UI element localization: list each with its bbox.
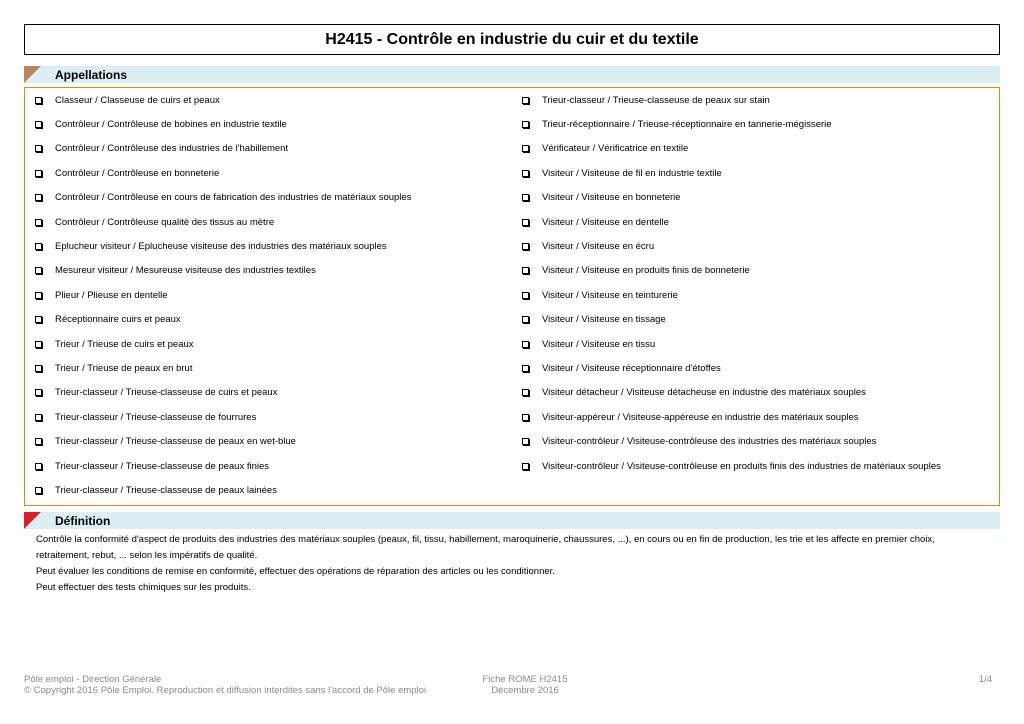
- checkbox-icon: [35, 145, 42, 152]
- appellation-item: [522, 190, 681, 206]
- checkbox-icon: [35, 438, 42, 445]
- appellation-item: [522, 434, 876, 450]
- checkbox-icon: [522, 121, 529, 128]
- appellation-item: [522, 116, 832, 132]
- appellation-label: Visiteur détacheur / Visiteuse détacheuse en industrie des matériaux souples: [542, 387, 866, 399]
- appellation-item: [522, 312, 666, 328]
- appellation-label: Classeur / Classeuse de cuirs et peaux: [55, 94, 220, 106]
- checkbox-icon: [522, 316, 529, 323]
- checkbox-icon: [522, 341, 529, 348]
- checkbox-icon: [522, 463, 529, 470]
- appellation-item: [35, 385, 277, 401]
- appellation-item: [35, 360, 192, 376]
- checkbox-icon: [35, 121, 42, 128]
- checkbox-icon: [522, 219, 529, 226]
- appellation-label: Eplucheur visiteur / Eplucheuse visiteuse des industries des matériaux souples: [55, 240, 387, 252]
- appellation-label: Trieur-classeur / Trieuse-classeuse de cuirs et peaux: [55, 387, 278, 399]
- definition-line: Contrôle la conformité d'aspect de produits des industries des matériaux souples (peaux, fil, tissu, habillement, maroquinerie, chaussures, ...), en cours ou en fin de production, les trie et les affecte en premier choix,: [36, 534, 935, 545]
- footer-date: Décembre 2016: [491, 685, 559, 696]
- checkbox-icon: [522, 243, 529, 250]
- appellation-item: [35, 336, 194, 352]
- appellation-label: Visiteur / Visiteuse en tissu: [542, 338, 656, 350]
- appellation-label: Contrôleur / Contrôleuse des industries de l'habillement: [55, 143, 289, 155]
- appellation-label: Trieur-classeur / Trieuse-classeuse de peaux lainées: [55, 484, 277, 496]
- appellation-label: Trieur / Trieuse de peaux en brut: [55, 362, 193, 374]
- footer-left: [24, 674, 426, 696]
- definition-text: [36, 532, 986, 596]
- appellation-label: Contrôleur / Contrôleuse qualité des tissus au mètre: [55, 216, 275, 228]
- appellation-label: Mesureur visiteur / Mesureuse visiteuse des industries textiles: [55, 265, 316, 277]
- checkbox-icon: [522, 145, 529, 152]
- definition-line: retraitement, rebut, ... selon les impératifs de qualité.: [36, 550, 258, 561]
- appellation-label: Contrôleur / Contrôleuse en cours de fabrication des industries de matériaux souples: [55, 192, 412, 204]
- footer-copyright: © Copyright 2016 Pôle Emploi. Reproduction et diffusion interdites sans l'accord de Pôle emploi: [24, 685, 427, 696]
- definition-line: Peut évaluer les conditions de remise en conformité, effectuer des opérations de réparation des articles ou les conditionner.: [36, 566, 555, 577]
- appellation-label: Vérificateur / Vérificatrice en textile: [542, 143, 689, 155]
- checkbox-icon: [522, 97, 529, 104]
- appellation-item: [35, 409, 256, 425]
- checkbox-icon: [35, 170, 42, 177]
- checkbox-icon: [522, 170, 529, 177]
- checkbox-icon: [522, 438, 529, 445]
- page-title-text: H2415 - Contrôle en industrie du cuir et du textile: [325, 30, 699, 48]
- appellation-item: [522, 385, 866, 401]
- checkbox-icon: [35, 316, 42, 323]
- appellation-item: [522, 336, 655, 352]
- appellation-label: Visiteur / Visiteuse en écru: [542, 240, 655, 252]
- appellation-item: [522, 238, 654, 254]
- appellation-item: [35, 482, 277, 498]
- appellations-list: [24, 87, 1000, 506]
- footer-center: [470, 674, 580, 696]
- appellation-label: Réceptionnaire cuirs et peaux: [55, 314, 181, 326]
- appellation-label: Visiteur-contrôleur / Visiteuse-contrôleuse des industries des matériaux souples: [542, 436, 877, 448]
- checkbox-icon: [522, 414, 529, 421]
- appellation-item: [522, 263, 750, 279]
- appellation-label: Visiteur / Visiteuse en produits finis de bonneterie: [542, 265, 750, 277]
- checkbox-icon: [35, 292, 42, 299]
- checkbox-icon: [522, 267, 529, 274]
- appellation-item: [35, 141, 288, 157]
- checkbox-icon: [35, 463, 42, 470]
- appellation-label: Visiteur-appéreur / Visiteuse-appéreuse en industrie des matériaux souples: [542, 411, 859, 423]
- checkbox-icon: [35, 341, 42, 348]
- checkbox-icon: [35, 194, 42, 201]
- appellation-label: Visiteur / Visiteuse de fil en industrie textile: [542, 167, 722, 179]
- appellation-item: [522, 92, 770, 108]
- appellation-label: Visiteur-contrôleur / Visiteuse-contrôleuse en produits finis des industries de matériaux souples: [542, 460, 941, 472]
- appellation-item: [35, 263, 316, 279]
- definition-title: Définition: [55, 513, 111, 528]
- page-title: [24, 24, 1000, 55]
- checkbox-icon: [522, 389, 529, 396]
- appellation-item: [35, 434, 296, 450]
- appellation-label: Visiteur / Visiteuse en dentelle: [542, 216, 669, 228]
- appellation-item: [35, 287, 168, 303]
- section-triangle-icon: [24, 66, 41, 83]
- appellation-item: [522, 458, 941, 474]
- appellation-label: Trieur-classeur / Trieuse-classeuse de peaux sur stain: [542, 94, 770, 106]
- definition-header: [24, 512, 1000, 529]
- definition-line: Peut effectuer des tests chimiques sur les produits.: [36, 582, 251, 593]
- checkbox-icon: [522, 292, 529, 299]
- appellation-item: [522, 141, 688, 157]
- appellation-item: [522, 165, 722, 181]
- footer-fiche: Fiche ROME H2415: [482, 674, 568, 685]
- appellation-item: [35, 238, 387, 254]
- appellation-item: [35, 190, 411, 206]
- appellation-label: Visiteur / Visiteuse en bonneterie: [542, 192, 681, 204]
- appellation-label: Visiteur / Visiteuse en teinturerie: [542, 289, 678, 301]
- footer-org: Pôle emploi - Direction Générale: [24, 674, 162, 685]
- appellation-label: Visiteur / Visiteuse en tissage: [542, 314, 666, 326]
- appellation-label: Contrôleur / Contrôleuse de bobines en industrie textile: [55, 118, 287, 130]
- appellations-title: Appellations: [55, 67, 128, 82]
- appellation-label: Trieur-classeur / Trieuse-classeuse de peaux en wet-blue: [55, 436, 296, 448]
- appellation-item: [35, 458, 269, 474]
- appellation-label: Contrôleur / Contrôleuse en bonneterie: [55, 167, 220, 179]
- section-triangle-icon: [24, 512, 41, 529]
- appellation-item: [522, 409, 859, 425]
- appellation-item: [35, 312, 181, 328]
- appellation-item: [35, 92, 220, 108]
- appellation-label: Plieur / Plieuse en dentelle: [55, 289, 168, 301]
- appellation-item: [35, 165, 219, 181]
- appellation-item: [35, 116, 287, 132]
- appellations-header: [24, 66, 1000, 83]
- checkbox-icon: [35, 487, 42, 494]
- appellation-label: Trieur-classeur / Trieuse-classeuse de fourrures: [55, 411, 257, 423]
- appellation-item: [522, 360, 721, 376]
- appellation-label: Trieur-classeur / Trieuse-classeuse de peaux finies: [55, 460, 270, 472]
- checkbox-icon: [35, 414, 42, 421]
- appellation-label: Visiteur / Visiteuse réceptionnaire d'étoffes: [542, 362, 721, 374]
- checkbox-icon: [35, 243, 42, 250]
- checkbox-icon: [35, 267, 42, 274]
- appellation-item: [522, 214, 669, 230]
- checkbox-icon: [35, 365, 42, 372]
- appellation-item: [35, 214, 274, 230]
- checkbox-icon: [35, 389, 42, 396]
- appellation-label: Trieur-réceptionnaire / Trieuse-réceptionnaire en tannerie-mégisserie: [542, 118, 832, 130]
- checkbox-icon: [35, 219, 42, 226]
- checkbox-icon: [522, 194, 529, 201]
- checkbox-icon: [522, 365, 529, 372]
- checkbox-icon: [35, 97, 42, 104]
- footer-page-number: 1/4: [978, 674, 992, 685]
- appellation-item: [522, 287, 678, 303]
- appellation-label: Trieur / Trieuse de cuirs et peaux: [55, 338, 194, 350]
